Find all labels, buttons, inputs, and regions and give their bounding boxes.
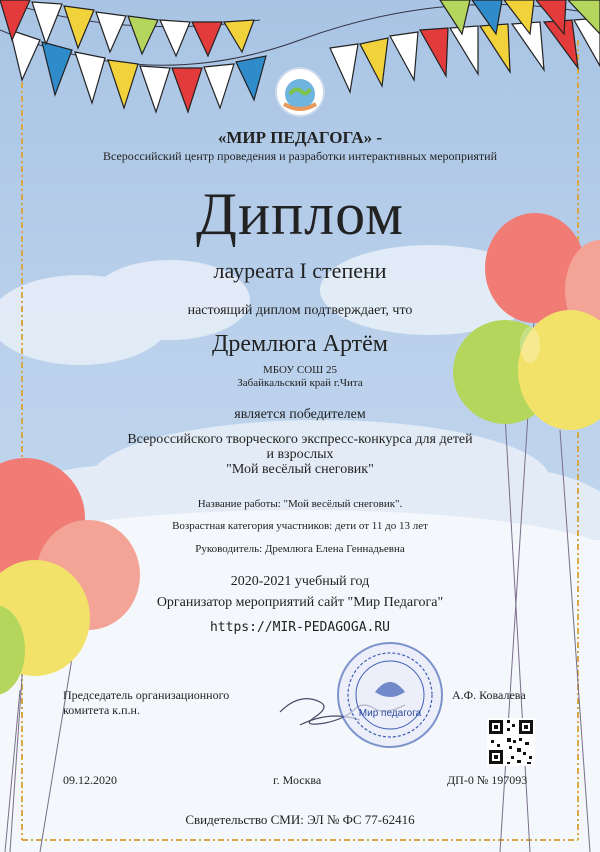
winner-text: является победителем (234, 407, 366, 422)
recipient-name: Дремлюга Артём (212, 331, 388, 357)
media-certificate: Свидетельство СМИ: ЭЛ № ФС 77-62416 (185, 812, 415, 827)
qr-code-icon (487, 718, 535, 766)
website-url: https://MIR-PEDAGOGA.RU (209, 620, 390, 635)
contest-name: "Мой весёлый снеговик" (226, 462, 374, 477)
issue-date: 09.12.2020 (63, 773, 117, 787)
stamp-icon (335, 640, 445, 750)
contest-description (0, 432, 600, 477)
confirm-text: настоящий диплом подтверждает, что (187, 303, 413, 318)
recipient-region: Забайкальский край г.Чита (237, 377, 363, 389)
age-category: Возрастная категория участников: дети от 11 до 13 лет (172, 520, 428, 532)
contest-line-1: Всероссийского творческого экспресс-конкурса для детей (127, 432, 473, 447)
contest-line-2: и взрослых (266, 447, 334, 462)
signatory-name: А.Ф. Ковалева (452, 688, 526, 702)
document-number: ДП-0 № 197093 (447, 773, 528, 787)
diploma-degree: лауреата I степени (213, 258, 387, 283)
organizer: Организатор мероприятий сайт "Мир Педагога" (156, 595, 444, 610)
globe-hands-logo-icon (276, 68, 324, 116)
diploma-title: Диплом (196, 181, 404, 247)
issue-city: г. Москва (273, 773, 322, 787)
chair-line-1: Председатель организационного (63, 688, 230, 702)
chair-title (63, 688, 229, 718)
chair-line-2: комитета к.п.н. (63, 703, 140, 717)
organization-subtitle: Всероссийский центр проведения и разработки интерактивных мероприятий (103, 149, 497, 163)
organization-name: «МИР ПЕДАГОГА» - (217, 128, 383, 147)
school-year: 2020-2021 учебный год (230, 574, 370, 589)
recipient-school: МБОУ СОШ 25 (262, 364, 337, 376)
work-title: Название работы: "Мой весёлый снеговик". (197, 498, 403, 510)
supervisor: Руководитель: Дремлюга Елена Геннадьевна (195, 543, 405, 555)
stamp-text: Мир педагога (358, 708, 422, 719)
